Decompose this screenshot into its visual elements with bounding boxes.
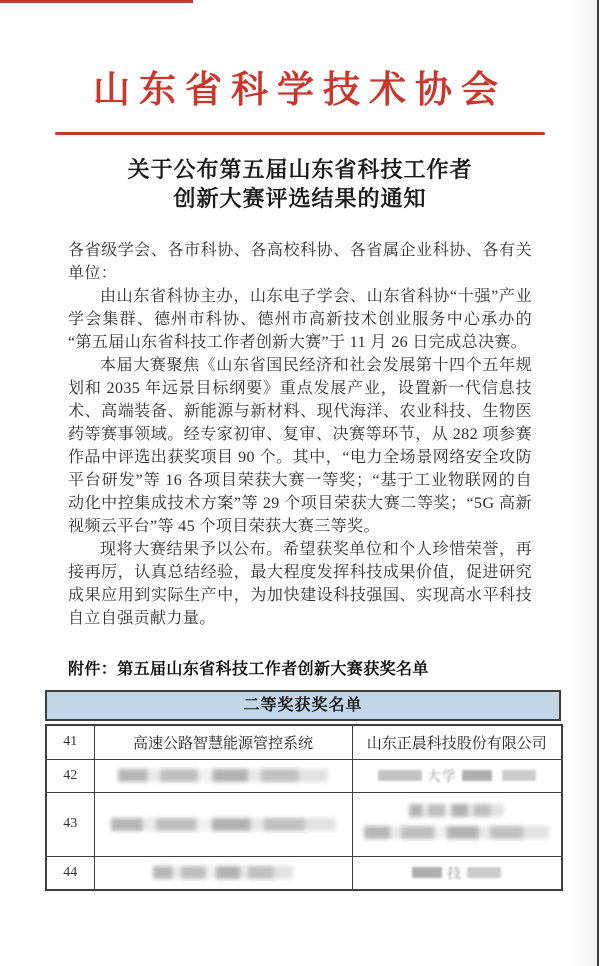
redaction-bar (412, 867, 442, 878)
company-name-redacted (352, 759, 562, 792)
visible-fragment: 大学 (426, 769, 457, 785)
table-row-43 (46, 792, 562, 856)
project-name: 高速公路智慧能源管控系统 (94, 725, 352, 759)
row-number: 43 (46, 792, 94, 856)
salutation: 各省级学会、各市科协、各高校科协、各省属企业科协、各有关单位： (68, 242, 532, 282)
redaction-bar (378, 770, 422, 781)
project-name-redacted (94, 792, 352, 856)
redacted-text-fragment (353, 768, 562, 784)
project-name-redacted (94, 856, 352, 890)
row-number: 42 (46, 759, 94, 792)
row-number: 41 (46, 725, 94, 759)
redacted-text-block (153, 866, 293, 879)
redacted-text-block (409, 804, 504, 817)
scan-right-edge-line (597, 0, 599, 966)
letterhead-divider (55, 132, 545, 135)
redacted-text-block (111, 818, 336, 831)
paragraph-1: 由山东省科协主办，山东电子学会、山东省科协“十强”产业学会集群、德州市科协、德州市高新技术创业服务中心承办的“第五届山东省科技工作者创新大赛”于 11 月 26 日完成总决赛。 (68, 288, 532, 351)
redaction-bar (462, 770, 492, 781)
document-body (68, 239, 532, 630)
redacted-text-block (118, 769, 328, 782)
table-row-44 (46, 856, 562, 890)
project-name-redacted (94, 759, 352, 792)
scan-right-shading (569, 0, 597, 966)
redacted-text-fragment (353, 865, 562, 881)
table-row-42 (46, 759, 562, 792)
paragraph-2: 本届大赛聚焦《山东省国民经济和社会发展第十四个五年规划和 2035 年远景目标纲要》重点发展产业，设置新一代信息技术、高端装备、新能源与新材料、现代海洋、农业科技、生物医药等赛事领域。经专家初审、复审、决赛等环节，从 282 项参赛作品中评选出获奖项目 90 个。其中，“电力全场景网络安全攻防平台研发”等 16 各项目荣获大赛一等奖；“基于工业物联网的自动化中控集成技术方案”等 29 个项目荣获大赛二等奖；“5G 高新视频云平台”等 45 个项目荣获大赛三等奖。 (68, 357, 532, 535)
document-title (0, 155, 600, 213)
row-number: 44 (46, 856, 94, 890)
redacted-text-block (364, 826, 549, 839)
paragraph-3: 现将大赛结果予以公布。希望获奖单位和个人珍惜荣誉，再接再厉，认真总结经验，最大程度发挥科技成果价值，促进研究成果应用到实际生产中，为加快建设科技强国、实现高水平科技自立自强贡献力量。 (68, 541, 532, 627)
visible-fragment: 技 (447, 866, 463, 882)
awards-table-section (45, 690, 561, 891)
top-edge-red-artifact (0, 0, 193, 3)
company-name: 山东正晨科技股份有限公司 (352, 725, 562, 759)
company-name-redacted (352, 792, 562, 856)
redaction-bar (502, 770, 536, 781)
document-title-line2: 创新大赛评选结果的通知 (173, 186, 427, 211)
document-title-line1: 关于公布第五届山东省科技工作者 (127, 157, 473, 182)
table-row-41 (46, 725, 562, 759)
redaction-bar (467, 867, 501, 878)
awards-table (45, 724, 563, 891)
awards-table-title: 二等奖获奖名单 (45, 690, 561, 721)
company-name-redacted (352, 856, 562, 890)
letterhead-org-title: 山东省科学技术协会 (93, 70, 507, 111)
attachment-line: 附件：第五届山东省科技工作者创新大赛获奖名单 (68, 661, 429, 678)
